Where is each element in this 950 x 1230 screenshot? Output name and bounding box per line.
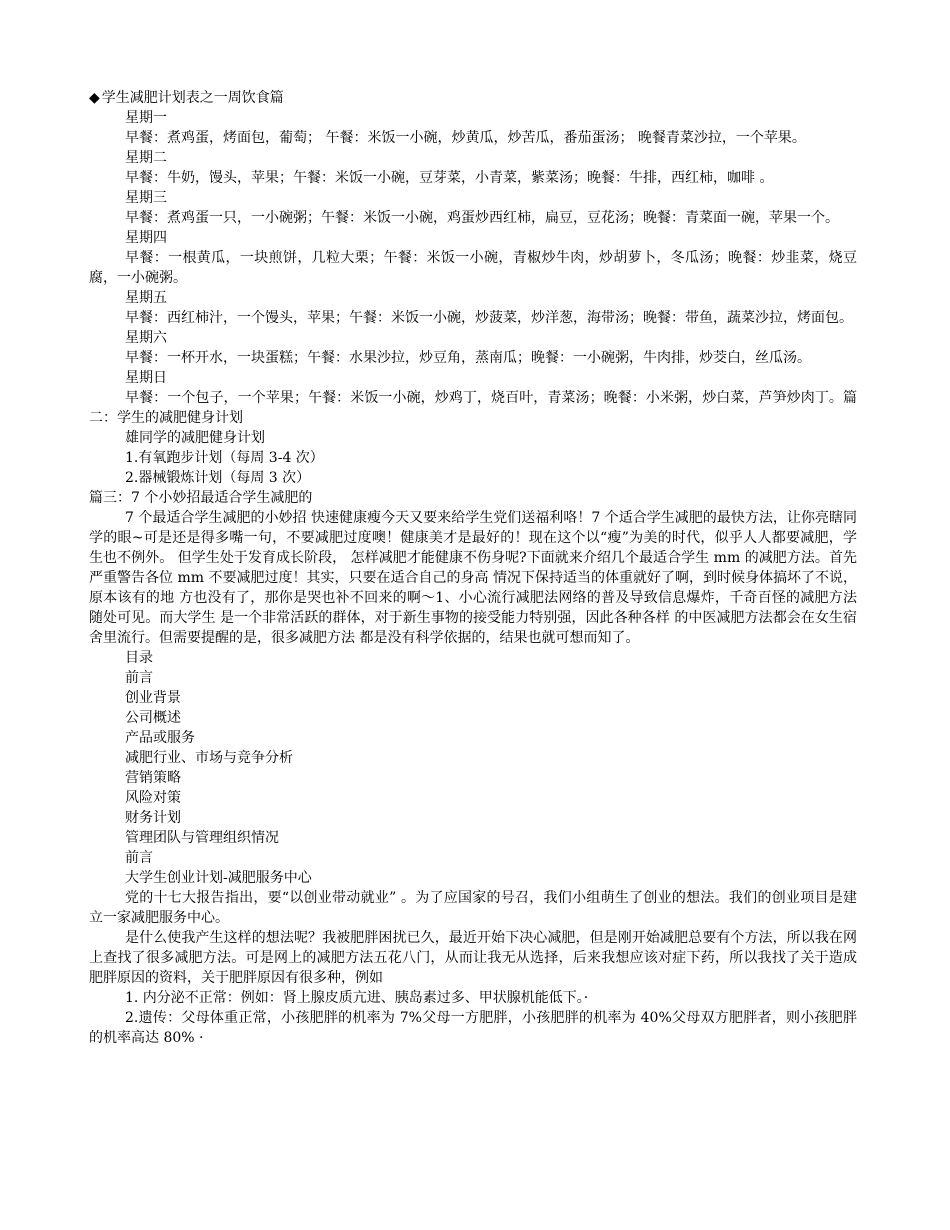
day-label-friday: 星期五 [125,290,167,306]
day-label-wednesday: 星期三 [125,190,167,206]
day-label-monday: 星期一 [125,110,167,126]
fitness-heading: 雄同学的减肥健身计划 [125,430,265,446]
part3-body: 7 个最适合学生减肥的小妙招 快速健康瘦今天又要来给学生党们送福利咯！7 个适合学生减肥的最快方法，让你亮瞎同 学的眼~可是还是得多嘴一句，不要减肥过度噢！健康美才是最好的！现在这个以“瘦”为美的时代，似乎人人都要减肥，学生也不例外。 但学生处于发育成长阶段， 怎样减肥才能健康不伤身呢?下面就来介绍几个最适合学生 mm 的减肥方法。首先严重警告各位 mm 不要减肥过度！其实，只要在适合自己的身高 情况下保持适当的体重就好了啊，到时候身体搞坏了不说，原本该有的地 方也没有了，那你是哭也补不回来的啊～1、小心流行减肥法网络的普及导致信息爆炸，千奇百怪的减肥方法随处可见。而大学生 是一个非常活跃的群体，对于新生事物的接受能力特别强，因此各种各样 的中医减肥方法都会在女生宿舍里流行。但需要提醒的是，很多减肥方法 都是没有科学依据的，结果也就可想而知了。 [89,510,857,646]
day-meals-thursday: 早餐：一根黄瓜，一块煎饼，几粒大栗；午餐：米饭一小碗，青椒炒牛肉，炒胡萝卜，冬瓜汤；晚餐：炒韭菜，烧豆腐，一小碗粥。 [89,250,857,286]
plan-paragraph-1: 党的十七大报告指出，要“以创业带动就业” 。为了应国家的号召，我们小组萌生了创业的想法。我们的创业项目是建立一家减肥服务中心。 [89,890,857,926]
day-meals-wednesday: 早餐：煮鸡蛋一只，一小碗粥；午餐：米饭一小碗，鸡蛋炒西红柿，扁豆，豆花汤；晚餐：青菜面一碗，苹果一个。 [125,210,839,226]
fitness-item-1: 1.有氧跑步计划（每周 3-4 次） [125,450,324,466]
day-label-sunday: 星期日 [125,370,167,386]
toc-item: 营销策略 [125,770,181,786]
fitness-item-2: 2.器械锻炼计划（每周 3 次） [125,470,311,486]
day-label-tuesday: 星期二 [125,150,167,166]
toc-heading: 目录 [125,650,153,666]
day-meals-saturday: 早餐：一杯开水，一块蛋糕；午餐：水果沙拉，炒豆角，蒸南瓜；晚餐：一小碗粥，牛肉排，炒茭白，丝瓜汤。 [125,350,811,366]
cause-item-1: 1. 内分泌不正常：例如：肾上腺皮质亢进、胰岛素过多、甲状腺机能低下。· [125,990,589,1006]
toc-item: 前言 [125,850,153,866]
document-title [89,88,857,108]
toc-item: 风险对策 [125,790,181,806]
diamond-bullet-icon: ◆ [89,90,100,106]
document-page [89,88,857,1048]
day-meals-sunday: 早餐：一个包子，一个苹果；午餐：米饭一小碗，炒鸡丁，烧百叶，青菜汤；晚餐：小米粥，炒白菜，芦笋炒肉丁。篇二：学生的减肥健身计划 [89,390,857,426]
toc-item: 大学生创业计划-减肥服务中心 [125,870,312,886]
cause-item-2: 2.遗传：父母体重正常，小孩肥胖的机率为 7%父母一方肥胖，小孩肥胖的机率为 40%父母双方肥胖者，则小孩肥胖的机率高达 80% · [89,1010,857,1046]
day-label-thursday: 星期四 [125,230,167,246]
day-meals-friday: 早餐：西红柿汁，一个馒头，苹果；午餐：米饭一小碗，炒菠菜，炒洋葱，海带汤；晚餐：带鱼，蔬菜沙拉，烤面包。 [125,310,853,326]
toc-item: 减肥行业、市场与竞争分析 [125,750,293,766]
toc-item: 产品或服务 [125,730,195,746]
toc-item: 财务计划 [125,810,181,826]
day-meals-tuesday: 早餐：牛奶，馒头，苹果；午餐：米饭一小碗，豆芽菜，小青菜，紫菜汤；晚餐：牛排，西红柿，咖啡 。 [125,170,774,186]
toc-item: 公司概述 [125,710,181,726]
part3-heading: 篇三：7 个小妙招最适合学生减肥的 [89,490,313,506]
title-text: 学生减肥计划表之一周饮食篇 [101,90,284,106]
plan-paragraph-2: 是什么使我产生这样的想法呢？我被肥胖困扰已久，最近开始下决心减肥，但是刚开始减肥总要有个方法，所以我在网上查找了很多减肥方法。可是网上的减肥方法五花八门，从而让我无从选择，后来我想应该对症下药，所以我找了关于造成肥胖原因的资料，关于肥胖原因有很多种，例如 [89,930,857,986]
toc-list [89,668,857,888]
day-label-saturday: 星期六 [125,330,167,346]
toc-item: 管理团队与管理组织情况 [125,830,279,846]
day-meals-monday: 早餐：煮鸡蛋，烤面包，葡萄； 午餐：米饭一小碗，炒黄瓜，炒苦瓜，番茄蛋汤； 晚餐青菜沙拉，一个苹果。 [125,130,806,146]
toc-item: 前言 [125,670,153,686]
toc-item: 创业背景 [125,690,181,706]
